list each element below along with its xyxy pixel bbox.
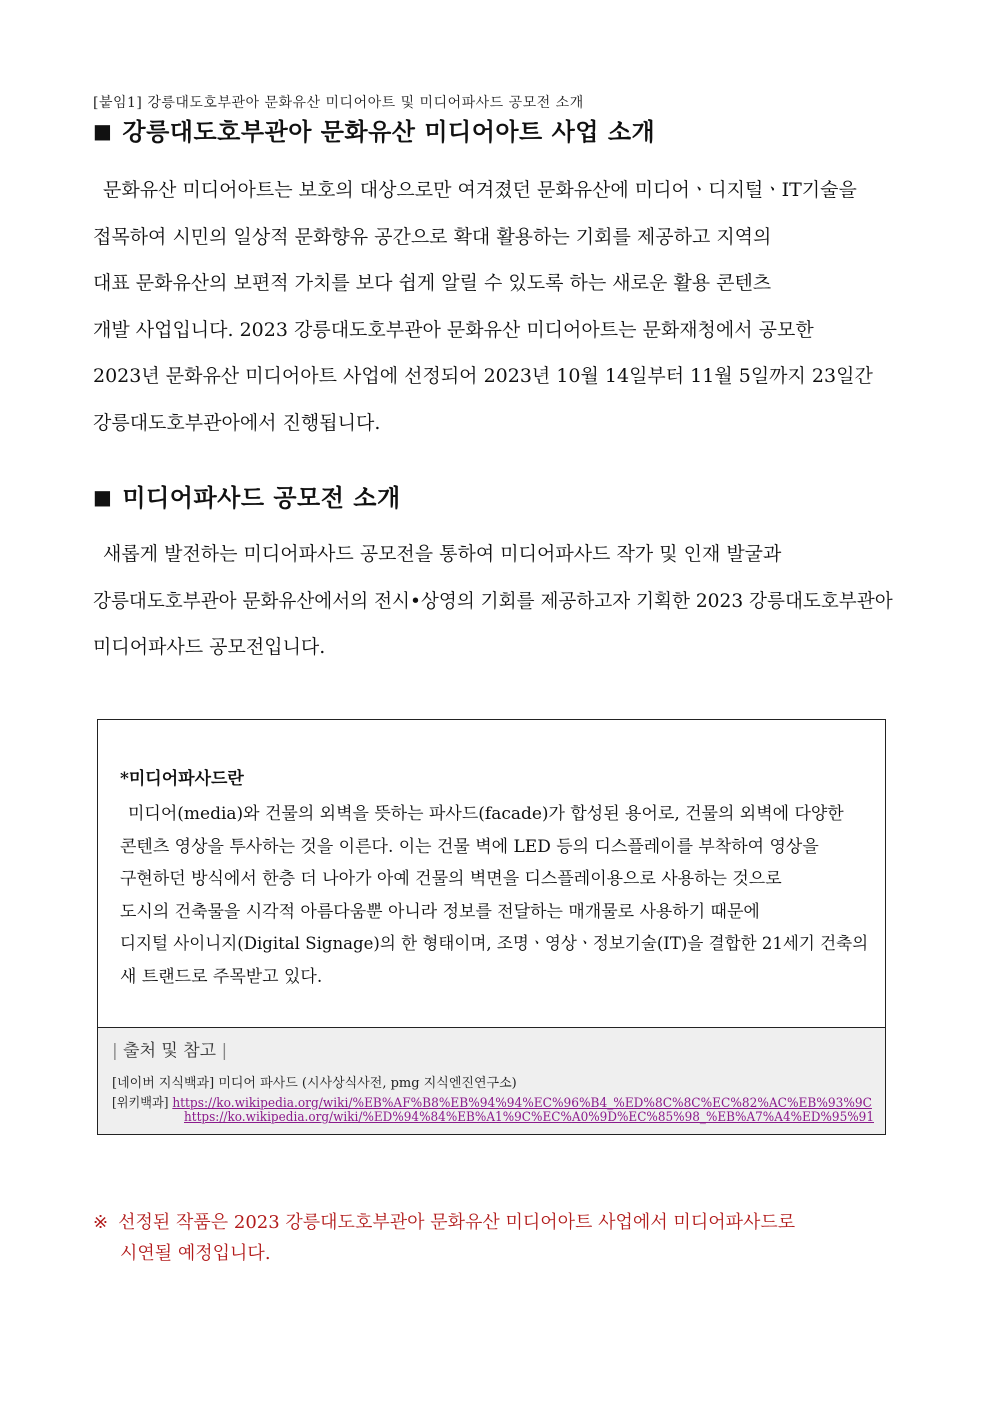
definition-line: 새 트랜드로 주목받고 있다. [120, 966, 323, 987]
source-naver: [네이버 지식백과] 미디어 파사드 (시사상식사전, pmg 지식엔진연구소) [112, 1076, 517, 1091]
paragraph-line: 2023년 문화유산 미디어아트 사업에 선정되어 2023년 10월 14일부터 11월 5일까지 23일간 [93, 365, 873, 387]
paragraph-line: 개발 사업입니다. 2023 강릉대도호부관아 문화유산 미디어아트는 문화재청에서 공모한 [93, 318, 814, 341]
definition-box [97, 719, 886, 1135]
section-heading-text: 강릉대도호부관아 문화유산 미디어아트 사업 소개 [122, 117, 656, 146]
square-bullet-icon: ■ [93, 485, 113, 509]
mediafacade-intro-paragraph [93, 531, 893, 671]
reference-mark-icon: ※ [93, 1212, 109, 1233]
definition-title: *미디어파사드란 [120, 769, 244, 789]
paragraph-line: 미디어파사드 공모전입니다. [93, 636, 326, 658]
attachment-label: [붙임1] 강릉대도호부관아 문화유산 미디어아트 및 미디어파사드 공모전 소개 [93, 95, 584, 111]
section-heading-mediaart [93, 112, 655, 147]
definition-line: 콘텐츠 영상을 투사하는 것을 이른다. 이는 건물 벽에 LED 등의 디스플레이를 부착하여 영상을 [120, 836, 819, 857]
source-section [98, 1027, 885, 1134]
definition-line: 미디어(media)와 건물의 외벽을 뜻하는 파사드(facade)가 합성된 용어로, 건물의 외벽에 다양한 [128, 804, 844, 824]
definition-line: 구현하던 방식에서 한층 더 나아가 아예 건물의 벽면을 디스플레이용으로 사용하는 것으로 [120, 869, 782, 889]
source-wiki-label: [위키백과] [112, 1096, 169, 1111]
note-line-1 [93, 1207, 795, 1238]
paragraph-line: 강릉대도호부관아 문화유산에서의 전시•상영의 기회를 제공하고자 기획한 2023 강릉대도호부관아 [93, 589, 893, 612]
definition-text [120, 798, 868, 993]
pipe-separator: | [221, 1041, 228, 1061]
section-heading-mediafacade [93, 478, 401, 513]
source-wiki-row-2 [184, 1110, 874, 1125]
paragraph-line: 대표 문화유산의 보편적 가치를 보다 쉽게 알릴 수 있도록 하는 새로운 활용 콘텐츠 [93, 272, 772, 294]
pipe-separator: | [112, 1041, 118, 1061]
square-bullet-icon: ■ [93, 119, 113, 143]
mediaart-intro-paragraph [93, 167, 893, 446]
definition-line: 도시의 건축물을 시각적 아름다움뿐 아니라 정보를 전달하는 매개물로 사용하기 때문에 [120, 901, 760, 922]
note-line-2: 시연될 예정입니다. [120, 1243, 271, 1264]
paragraph-line: 강릉대도호부관아에서 진행됩니다. [93, 411, 381, 434]
definition-line: 디지털 사이니지(Digital Signage)의 한 형태이며, 조명ㆍ영상ㆍ정보기술(IT)을 결합한 21세기 건축의 [120, 934, 869, 954]
source-title [112, 1036, 227, 1061]
note-text: 선정된 작품은 2023 강릉대도호부관아 문화유산 미디어아트 사업에서 미디어파사드로 [118, 1212, 796, 1233]
wiki-link-media-facade[interactable]: https://ko.wikipedia.org/wiki/%EB%AF%B8%EB%94%94%EC%96%B4_%ED%8C%8C%EC%82%AC%EB%93%9C [172, 1096, 872, 1111]
section-heading-text: 미디어파사드 공모전 소개 [122, 483, 401, 512]
paragraph-line: 새롭게 발전하는 미디어파사드 공모전을 통하여 미디어파사드 작가 및 인재 발굴과 [103, 543, 782, 565]
paragraph-line: 문화유산 미디어아트는 보호의 대상으로만 여겨졌던 문화유산에 미디어ㆍ디지털ㆍIT기술을 [103, 179, 857, 201]
source-wiki-row [112, 1092, 872, 1111]
source-title-text: 출처 및 참고 [123, 1041, 217, 1061]
selection-note [93, 1207, 795, 1269]
paragraph-line: 접목하여 시민의 일상적 문화향유 공간으로 확대 활용하는 기회를 제공하고 지역의 [93, 225, 772, 248]
wiki-link-projection-mapping[interactable]: https://ko.wikipedia.org/wiki/%ED%94%84%EB%A1%9C%EC%A0%9D%EC%85%98_%EB%A7%A4%ED%95%91 [184, 1110, 875, 1125]
definition-body [98, 720, 885, 1027]
